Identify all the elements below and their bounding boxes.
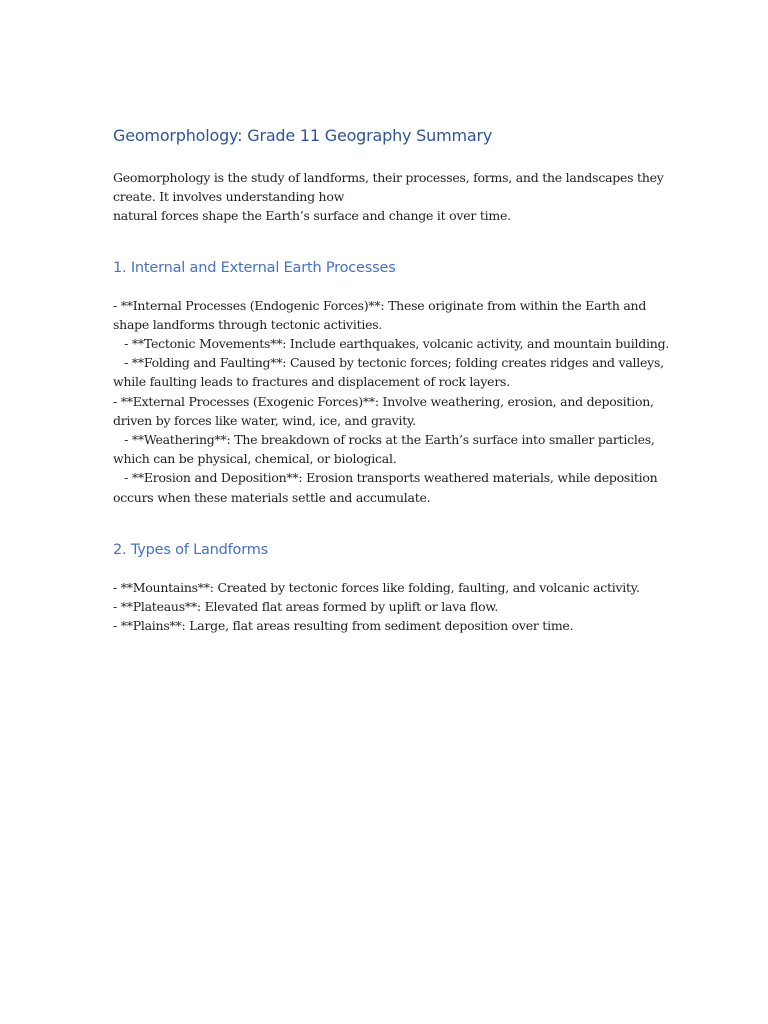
section-heading-earth-processes: 1. Internal and External Earth Processes	[113, 259, 396, 276]
section-line: which can be physical, chemical, or biological.	[113, 451, 397, 467]
section-line: - **Erosion and Deposition**: Erosion transports weathered materials, while deposition	[113, 470, 658, 486]
intro-line: natural forces shape the Earth’s surface and change it over time.	[113, 208, 511, 224]
section-line: - **Tectonic Movements**: Include earthquakes, volcanic activity, and mountain building.	[113, 336, 670, 352]
intro-line: create. It involves understanding how	[113, 189, 345, 205]
document-page	[113, 124, 673, 635]
section-line: while faulting leads to fractures and displacement of rock layers.	[113, 374, 510, 390]
section-line: driven by forces like water, wind, ice, and gravity.	[113, 412, 416, 428]
section-line: - **Folding and Faulting**: Caused by tectonic forces; folding creates ridges and valleys,	[113, 355, 664, 371]
section-line: - **Plateaus**: Elevated flat areas formed by uplift or lava flow.	[113, 599, 499, 615]
document-title: Geomorphology: Grade 11 Geography Summary	[113, 126, 493, 145]
section-line: - **External Processes (Exogenic Forces)**: Involve weathering, erosion, and deposition,	[113, 393, 654, 409]
section-body-landforms	[113, 578, 673, 636]
section-line: - **Weathering**: The breakdown of rocks at the Earth’s surface into smaller particles,	[113, 432, 655, 448]
section-line: - **Plains**: Large, flat areas resulting from sediment deposition over time.	[113, 618, 574, 634]
section-line: shape landforms through tectonic activities.	[113, 316, 383, 332]
section-body-earth-processes	[113, 296, 673, 507]
intro-line: Geomorphology is the study of landforms, their processes, forms, and the landscapes they	[113, 170, 664, 185]
section-line: - **Mountains**: Created by tectonic forces like folding, faulting, and volcanic activity.	[113, 579, 640, 595]
intro-paragraph	[113, 168, 673, 226]
section-line: occurs when these materials settle and accumulate.	[113, 489, 431, 505]
section-line: - **Internal Processes (Endogenic Forces)**: These originate from within the Earth and	[113, 297, 647, 313]
section-heading-landforms: 2. Types of Landforms	[113, 541, 269, 558]
